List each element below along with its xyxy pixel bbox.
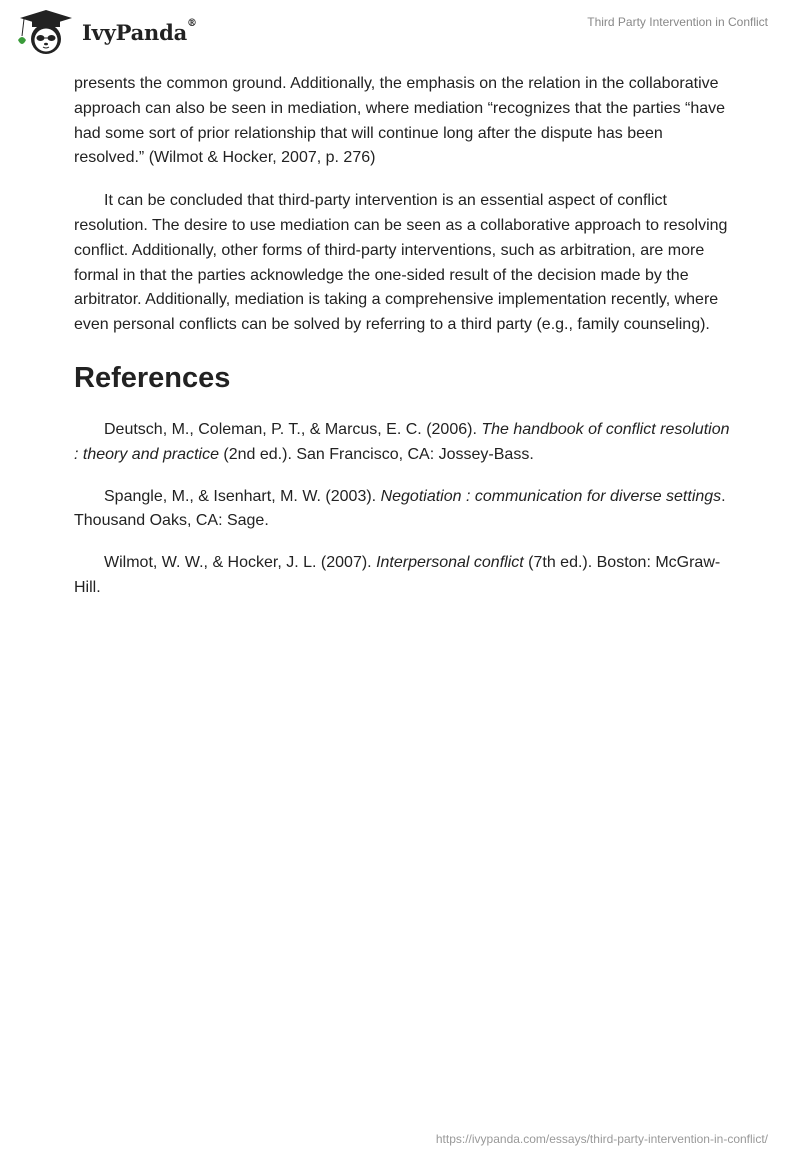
body-paragraph: It can be concluded that third-party intervention is an essential aspect of conflict resolution. The desire to use mediation can be seen as a collaborative approach to resolving conflict. Additionally, other forms of third-party interventions, such as arbitration, are more formal in that the parties acknowledge the one-sided result of the decision made by the arbitrator. Additionally, mediation is taking a comprehensive implementation recently, where even personal conflicts can be solved by referring to a third party (e.g., family counseling).	[74, 192, 728, 334]
page-header	[0, 0, 800, 60]
references-heading: References	[74, 361, 231, 394]
panda-graduate-icon	[16, 8, 76, 56]
brand-name: IvyPanda®	[82, 17, 197, 45]
reference-item: Spangle, M., & Isenhart, M. W. (2003). Negotiation : communication for diverse settings. Thousand Oaks, CA: Sage.	[74, 487, 726, 530]
source-url[interactable]: https://ivypanda.com/essays/third-party-intervention-in-conflict/	[435, 1132, 768, 1146]
document-title: Third Party Intervention in Conflict	[587, 15, 768, 29]
reference-item: Deutsch, M., Coleman, P. T., & Marcus, E. C. (2006). The handbook of conflict resolution : theory and practice (2nd ed.). San Francisco, CA: Jossey-Bass.	[74, 420, 730, 463]
body-paragraph: presents the common ground. Additionally, the emphasis on the relation in the collaborative approach can also be seen in mediation, where mediation “recognizes that the parties “have had some sort of prior relationship that will continue long after the dispute has been resolved.” (Wilmot & Hocker, 2007, p. 276)	[74, 75, 726, 167]
reference-item: Wilmot, W. W., & Hocker, J. L. (2007). Interpersonal conflict (7th ed.). Boston: McGraw-Hill.	[74, 554, 721, 596]
brand-logo[interactable]	[16, 8, 197, 56]
essay-content	[74, 72, 734, 618]
